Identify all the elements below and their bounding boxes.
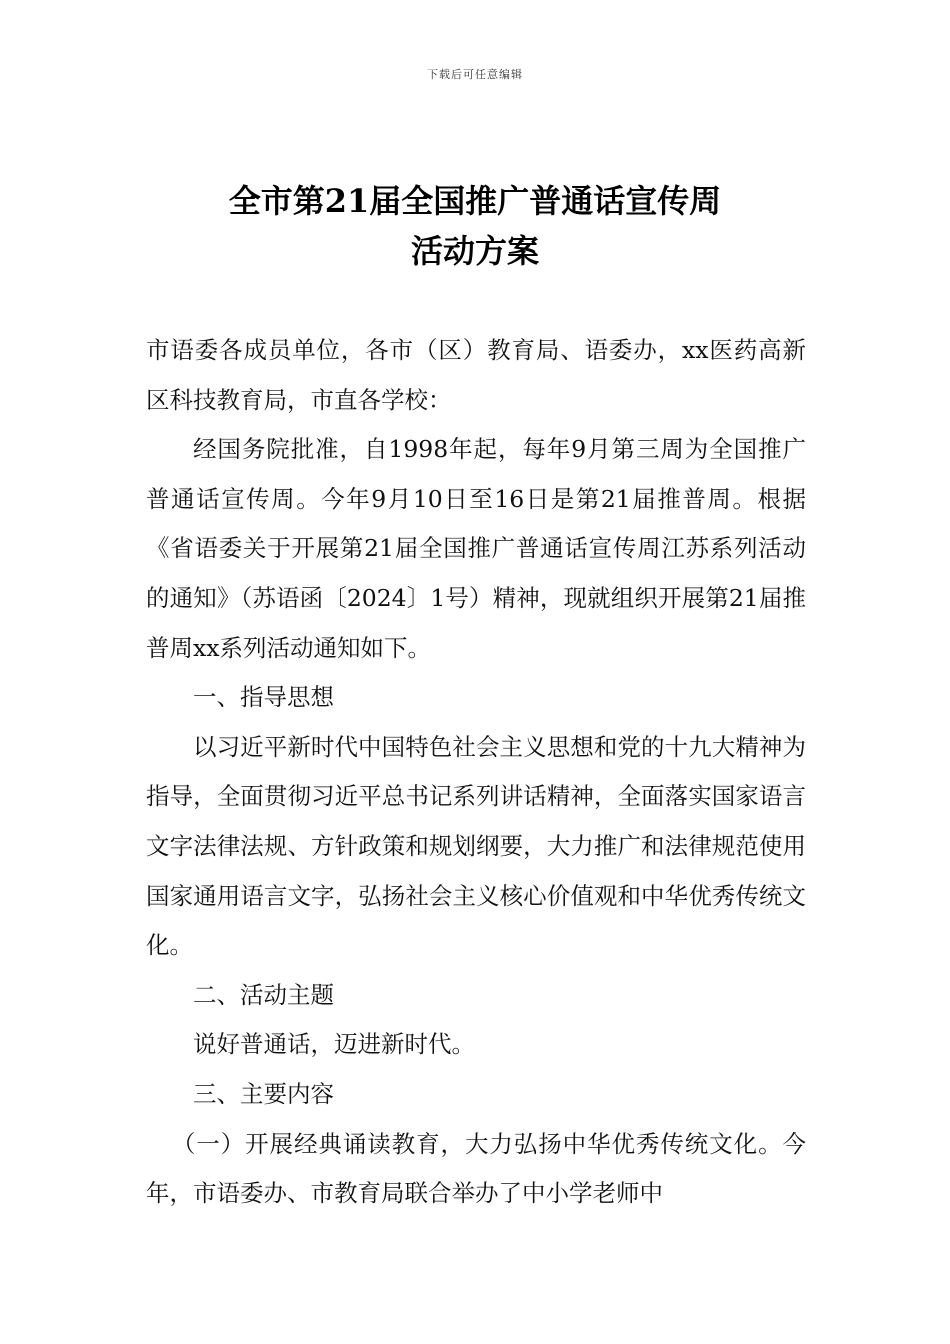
title-line-1: 全市第21届全国推广普通话宣传周	[228, 182, 722, 220]
document-body	[146, 326, 806, 1219]
section-paragraph-2: 说好普通话，迈进新时代。	[193, 1030, 475, 1059]
header-note: 下载后可任意编辑	[427, 68, 523, 81]
salutation: 市语委各成员单位，各市（区）教育局、语委办，xx医药高新区科技教育局，市直各学校：	[146, 336, 806, 414]
title-line-2: 活动方案	[410, 232, 539, 270]
section-paragraph-3: （一）开展经典诵读教育，大力弘扬中华优秀传统文化。今年，市语委办、市教育局联合举办了中小学老师中	[146, 1129, 806, 1208]
section-heading-3: 三、主要内容	[193, 1079, 334, 1108]
section-heading-1: 一、指导思想	[193, 683, 334, 712]
section-paragraph-1: 以习近平新时代中国特色社会主义思想和党的十九大精神为指导，全面贯彻习近平总书记系列讲话精神，全面落实国家语言文字法律法规、方针政策和规划纲要，大力推广和法律规范使用国家通用语言文字，弘扬社会主义核心价值观和中华优秀传统文化。	[146, 732, 806, 960]
document-title	[0, 176, 950, 276]
intro-paragraph: 经国务院批准，自1998年起，每年9月第三周为全国推广普通话宣传周。今年9月10日至16日是第21届推普周。根据《省语委关于开展第21届全国推广普通话宣传周江苏系列活动的通知》（苏语函〔2024〕1号）精神，现就组织开展第21届推普周xx系列活动通知如下。	[146, 435, 806, 662]
section-heading-2: 二、活动主题	[193, 980, 334, 1009]
